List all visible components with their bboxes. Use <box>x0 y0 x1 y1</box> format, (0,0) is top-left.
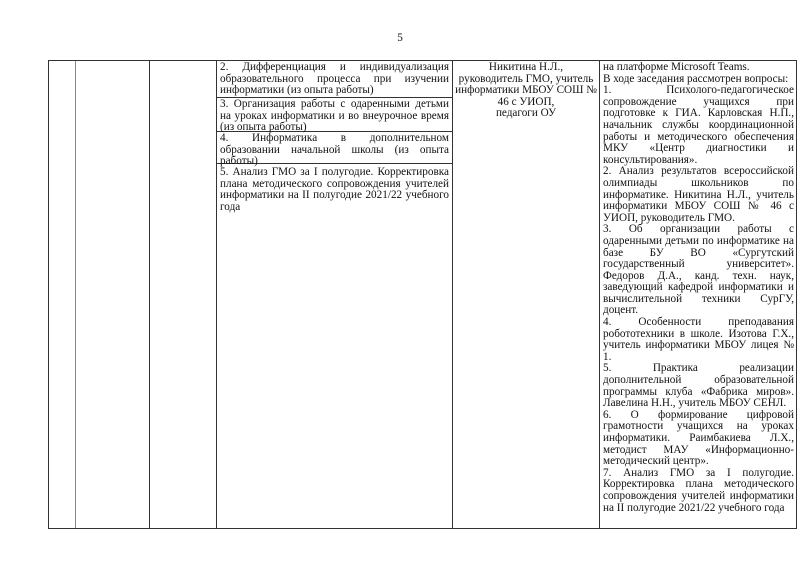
topic-item: 4. Информатика в дополнительном образовании начальной школы (из опыта работы) <box>217 132 452 164</box>
results-paragraph: 4. Особенности преподавания робототехники в школе. Изотова Г.Х., учитель информатики МБОУ лицея № 1. <box>603 316 794 363</box>
results-paragraph: 3. Об организации работы с одаренными детьми по информатике на базе БУ ВО «Сургутский государственный университет». Федоров Д.А., канд. техн. наук, заведующий кафедрой информатики и вычислительной техники СурГУ, доцент. <box>603 223 794 317</box>
results-paragraph: 1. Психолого-педагогическое сопровождение учащихся при подготовке к ГИА. Карловская Н.П., начальник службы координационной работы и методического обеспечения МКУ «Центр диагностики и консультирования». <box>603 84 794 166</box>
page-number: 5 <box>397 32 403 44</box>
results-paragraph: 2. Анализ результатов всероссийской олимпиады школьников по информатике. Никитина Н.Л., учитель информатики МБОУ СОШ № 46 с УИОП, руководитель ГМО. <box>603 165 794 224</box>
responsible-line: информатики МБОУ СОШ № <box>455 84 597 97</box>
column-responsible <box>452 61 599 528</box>
responsible-line: педагоги ОУ <box>495 107 557 120</box>
results-paragraph: на платформе Microsoft Teams. <box>603 61 750 73</box>
responsible-line: руководитель ГМО, учитель <box>458 72 594 85</box>
column-number <box>49 61 75 528</box>
column-topics <box>216 61 452 528</box>
results-paragraph: 7. Анализ ГМО за I полугодие. Корректировка плана методического сопровождения учителей информатики на II полугодие 2021/22 учебного года <box>603 466 794 514</box>
topic-item: 2. Дифференциация и индивидуализация образовательного процесса при изучении информатики (из опыта работы) <box>217 61 452 98</box>
results-paragraph: 6. О формирование цифровой грамотности учащихся на уроках информатики. Раимбакиева Л.Х., методист МАУ «Информационно-методический центр». <box>603 408 794 468</box>
column-date <box>75 61 149 528</box>
column-event <box>149 61 216 528</box>
responsible-line: Никитина Н.Л., <box>488 61 564 73</box>
responsible-cell <box>453 61 599 120</box>
results-paragraph: 5. Практика реализации дополнительной образовательной программы клуба «Фабрика миров». Лавелина Н.Н., учитель МБОУ СЕНЛ. <box>603 362 794 410</box>
results-cell <box>600 61 797 514</box>
results-paragraph: В ходе заседания рассмотрен вопросы: <box>603 72 789 85</box>
responsible-line: 46 с УИОП, <box>497 95 555 108</box>
column-results <box>599 61 797 528</box>
topic-item: 5. Анализ ГМО за I полугодие. Корректировка плана методического сопровождения учителей информатики на II полугодие 2021/22 учебного года <box>220 166 449 213</box>
topic-item: 3. Организация работы с одаренными детьми на уроках информатики и во внеурочное время (из опыта работы) <box>217 98 452 132</box>
meeting-table <box>48 60 797 529</box>
